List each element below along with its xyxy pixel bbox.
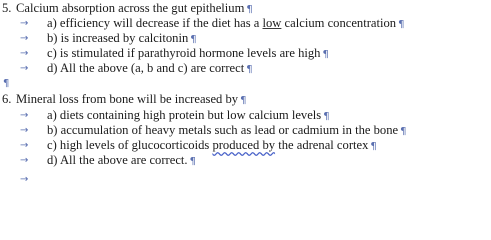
pilcrow-icon: ¶ [398,19,405,30]
pilcrow-icon: ¶ [400,126,407,137]
tab-arrow-icon: → [20,63,29,74]
tab-arrow-icon: → [20,48,29,59]
tab-arrow-icon: → [20,18,29,29]
tab-arrow-icon: → [20,110,29,121]
tab-arrow-icon: → [20,140,29,151]
grammar-flagged-phrase: produced by [212,138,276,152]
tab-arrow-icon: → [20,155,29,166]
option-text: a) efficiency will decrease if the diet has a low calcium concentration ¶ [47,16,405,30]
pilcrow-icon: ¶ [190,34,197,45]
question-stem: Calcium absorption across the gut epithelium ¶ [16,1,253,15]
option-text: a) diets containing high protein but low calcium levels ¶ [47,108,330,122]
question-number: 6. [2,92,12,106]
question-stem: Mineral loss from bone will be increased by ¶ [16,92,247,106]
option-text: d) All the above are correct. ¶ [47,153,196,167]
pilcrow-icon: ¶ [246,4,253,15]
option-text: b) accumulation of heavy metals such as lead or cadmium in the bone ¶ [47,123,407,137]
pilcrow-icon: ¶ [246,64,253,75]
underlined-word: low [262,16,282,30]
pilcrow-icon: ¶ [189,156,196,167]
option-text: c) is stimulated if parathyroid hormone levels are high ¶ [47,46,329,60]
pilcrow-icon: ¶ [322,49,329,60]
option-text: b) is increased by calcitonin ¶ [47,31,197,45]
question-number: 5. [2,1,12,15]
tab-arrow-icon: → [20,174,29,185]
pilcrow-icon: ¶ [240,95,247,106]
tab-arrow-icon: → [20,33,29,44]
pilcrow-icon: ¶ [370,141,377,152]
option-text: c) high levels of glucocorticoids produced by the adrenal cortex ¶ [47,138,377,152]
pilcrow-icon: ¶ [3,78,10,89]
pilcrow-icon: ¶ [323,111,330,122]
tab-arrow-icon: → [20,125,29,136]
option-text: d) All the above (a, b and c) are correct ¶ [47,61,253,75]
